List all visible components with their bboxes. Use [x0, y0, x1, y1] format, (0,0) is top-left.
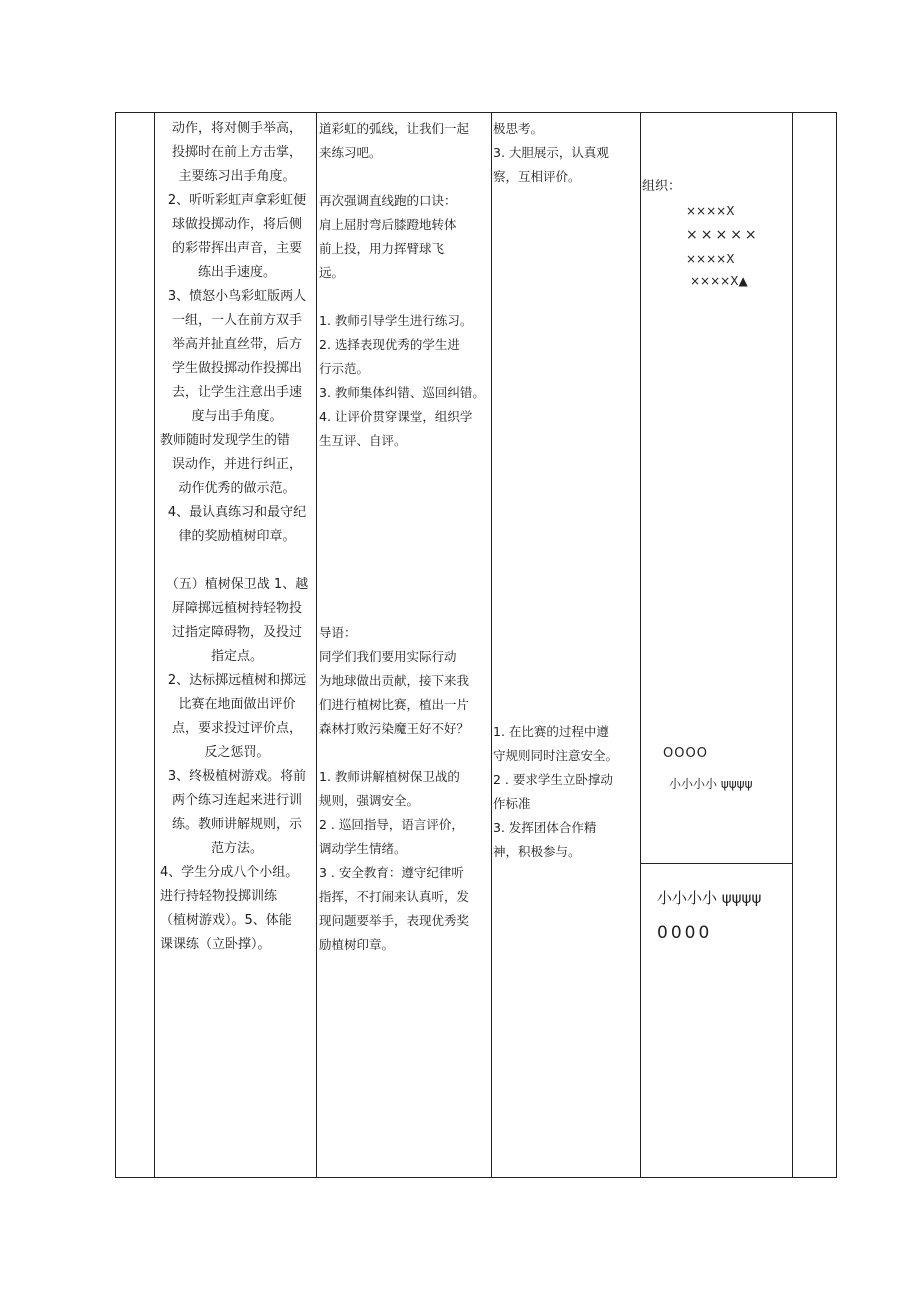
content-line: 过指定障碍物，及投过: [171, 625, 302, 640]
content-line: （五）植树保卫战 1、越: [165, 577, 309, 592]
row-divider: [640, 863, 792, 864]
teacher-line: 来练习吧。: [319, 145, 382, 160]
content-line: 两个练习连起来进行训: [171, 793, 302, 808]
teacher-line: 同学们我们要用实际行动: [319, 649, 457, 664]
content-line: 动作，将对侧手举高，: [171, 121, 302, 136]
content-line: 去，让学生注意出手速: [171, 385, 302, 400]
org-label: 组织：: [642, 179, 682, 194]
content-line: 投掷时在前上方击掌，: [171, 145, 302, 160]
teacher-line: 们进行植树比赛，植出一片: [319, 697, 470, 712]
teacher-line: 规则，强调安全。: [319, 793, 420, 808]
student-line: 极思考。: [493, 121, 544, 136]
student-line: 3. 大胆展示，认真观: [493, 145, 609, 160]
formation-row-1: ××××X: [686, 204, 735, 218]
content-line: 动作优秀的做示范。: [178, 481, 296, 496]
student-line: 作标准: [493, 796, 531, 811]
circle-formation-2: 0000: [657, 923, 713, 943]
content-line: 指定点。: [210, 649, 263, 664]
teacher-line: 为地球做出贡献，接下来我: [319, 673, 470, 688]
teacher-line: 励植树印章。: [319, 937, 395, 952]
column-divider: [792, 113, 793, 1177]
content-line: 2、听听彩虹声拿彩虹便: [167, 193, 307, 208]
content-line: 反之惩罚。: [204, 745, 270, 760]
teacher-line: 调动学生情绪。: [319, 841, 407, 856]
circle-formation-1: OOOO: [663, 746, 708, 761]
student-column-top: [493, 117, 640, 189]
column-divider: [316, 113, 317, 1177]
student-line: 守规则同时注意安全。: [493, 748, 619, 763]
content-line: 主要练习出手角度。: [178, 169, 296, 184]
teacher-line: 肩上屈肘弯后膝蹬地转体: [319, 217, 457, 232]
student-line: 2 . 要求学生立卧撑动: [493, 772, 613, 787]
content-line: （植树游戏）。5、体能: [160, 913, 292, 928]
student-line: 神，积极参与。: [493, 844, 581, 859]
content-line: 度与出手角度。: [191, 409, 283, 424]
formation-row-3: ××××X: [686, 252, 735, 266]
formation-row-4: ××××X▲: [690, 274, 748, 288]
teacher-line: 导语：: [319, 625, 357, 640]
content-line: 4、学生分成八个小组。: [160, 865, 299, 880]
content-line: 比赛在地面做出评价: [178, 697, 296, 712]
teacher-line: 2 . 巡回指导，语言评价，: [319, 817, 464, 832]
student-line: 3. 发挥团体合作精: [493, 820, 597, 835]
content-line: 点，要求投过评价点，: [171, 721, 302, 736]
column-divider: [154, 113, 155, 1177]
teacher-line: 1. 教师引导学生进行练习。: [319, 313, 473, 328]
teacher-line: 1. 教师讲解植树保卫战的: [319, 769, 460, 784]
content-line: 范方法。: [210, 841, 263, 856]
content-line: 一组，一人在前方双手: [171, 313, 302, 328]
content-line: 屏障掷远植树持轻物投: [171, 601, 302, 616]
student-line: 察，互相评价。: [493, 169, 581, 184]
column-divider: [491, 113, 492, 1177]
teacher-line: 远。: [319, 265, 345, 280]
content-line: 进行持轻物投掷训练: [160, 889, 278, 904]
teacher-line: 3 . 安全教育：遵守纪律听: [319, 865, 464, 880]
teacher-line: 再次强调直线跑的口诀：: [319, 193, 457, 208]
teacher-line: 3. 教师集体纠错、巡回纠错。: [319, 385, 485, 400]
teacher-line: 前上投，用力挥臂球飞: [319, 241, 445, 256]
content-line: 练。教师讲解规则，示: [171, 817, 302, 832]
teacher-column: [319, 117, 491, 957]
teacher-line: 现问题要举手，表现优秀奖: [319, 913, 470, 928]
column-divider: [640, 113, 641, 1177]
teacher-line: 生互评、自评。: [319, 433, 407, 448]
content-line: 律的奖励植树印章。: [178, 529, 296, 544]
formation-row-2: ×××××: [686, 227, 760, 243]
people-formation-1: 小小小小 ψψψψ: [669, 777, 753, 791]
content-line: 举高并扯直丝带，后方: [171, 337, 302, 352]
student-line: 1. 在比赛的过程中遵: [493, 724, 609, 739]
content-line: 3、终极植树游戏。将前: [167, 769, 307, 784]
teacher-line: 2. 选择表现优秀的学生进: [319, 337, 460, 352]
content-line: 误动作，并进行纠正，: [171, 457, 302, 472]
content-line: 教师随时发现学生的错: [160, 433, 291, 448]
people-formation-2: 小小小小 ψψψψ: [657, 889, 762, 907]
teacher-line: 行示范。: [319, 361, 370, 376]
teacher-line: 道彩虹的弧线，让我们一起: [319, 121, 470, 136]
content-column: [160, 117, 314, 957]
teacher-line: 指挥，不打闹来认真听，发: [319, 889, 470, 904]
content-line: 3、愤怒小鸟彩虹版两人: [167, 289, 307, 304]
teacher-line: 森林打败污染魔王好不好？: [319, 721, 470, 736]
content-line: 学生做投掷动作投掷出: [171, 361, 302, 376]
teacher-line: 4. 让评价贯穿课堂，组织学: [319, 409, 473, 424]
content-line: 球做投掷动作，将后侧: [171, 217, 302, 232]
content-line: 练出手速度。: [197, 265, 276, 280]
content-line: 2、达标掷远植树和掷远: [167, 673, 307, 688]
content-line: 的彩带挥出声音，主要: [171, 241, 302, 256]
lesson-plan-table: [115, 112, 837, 1178]
content-line: 4、最认真练习和最守纪: [167, 505, 307, 520]
content-line: 课课练（立卧撑）。: [160, 937, 271, 952]
student-column-bottom: [493, 720, 640, 864]
